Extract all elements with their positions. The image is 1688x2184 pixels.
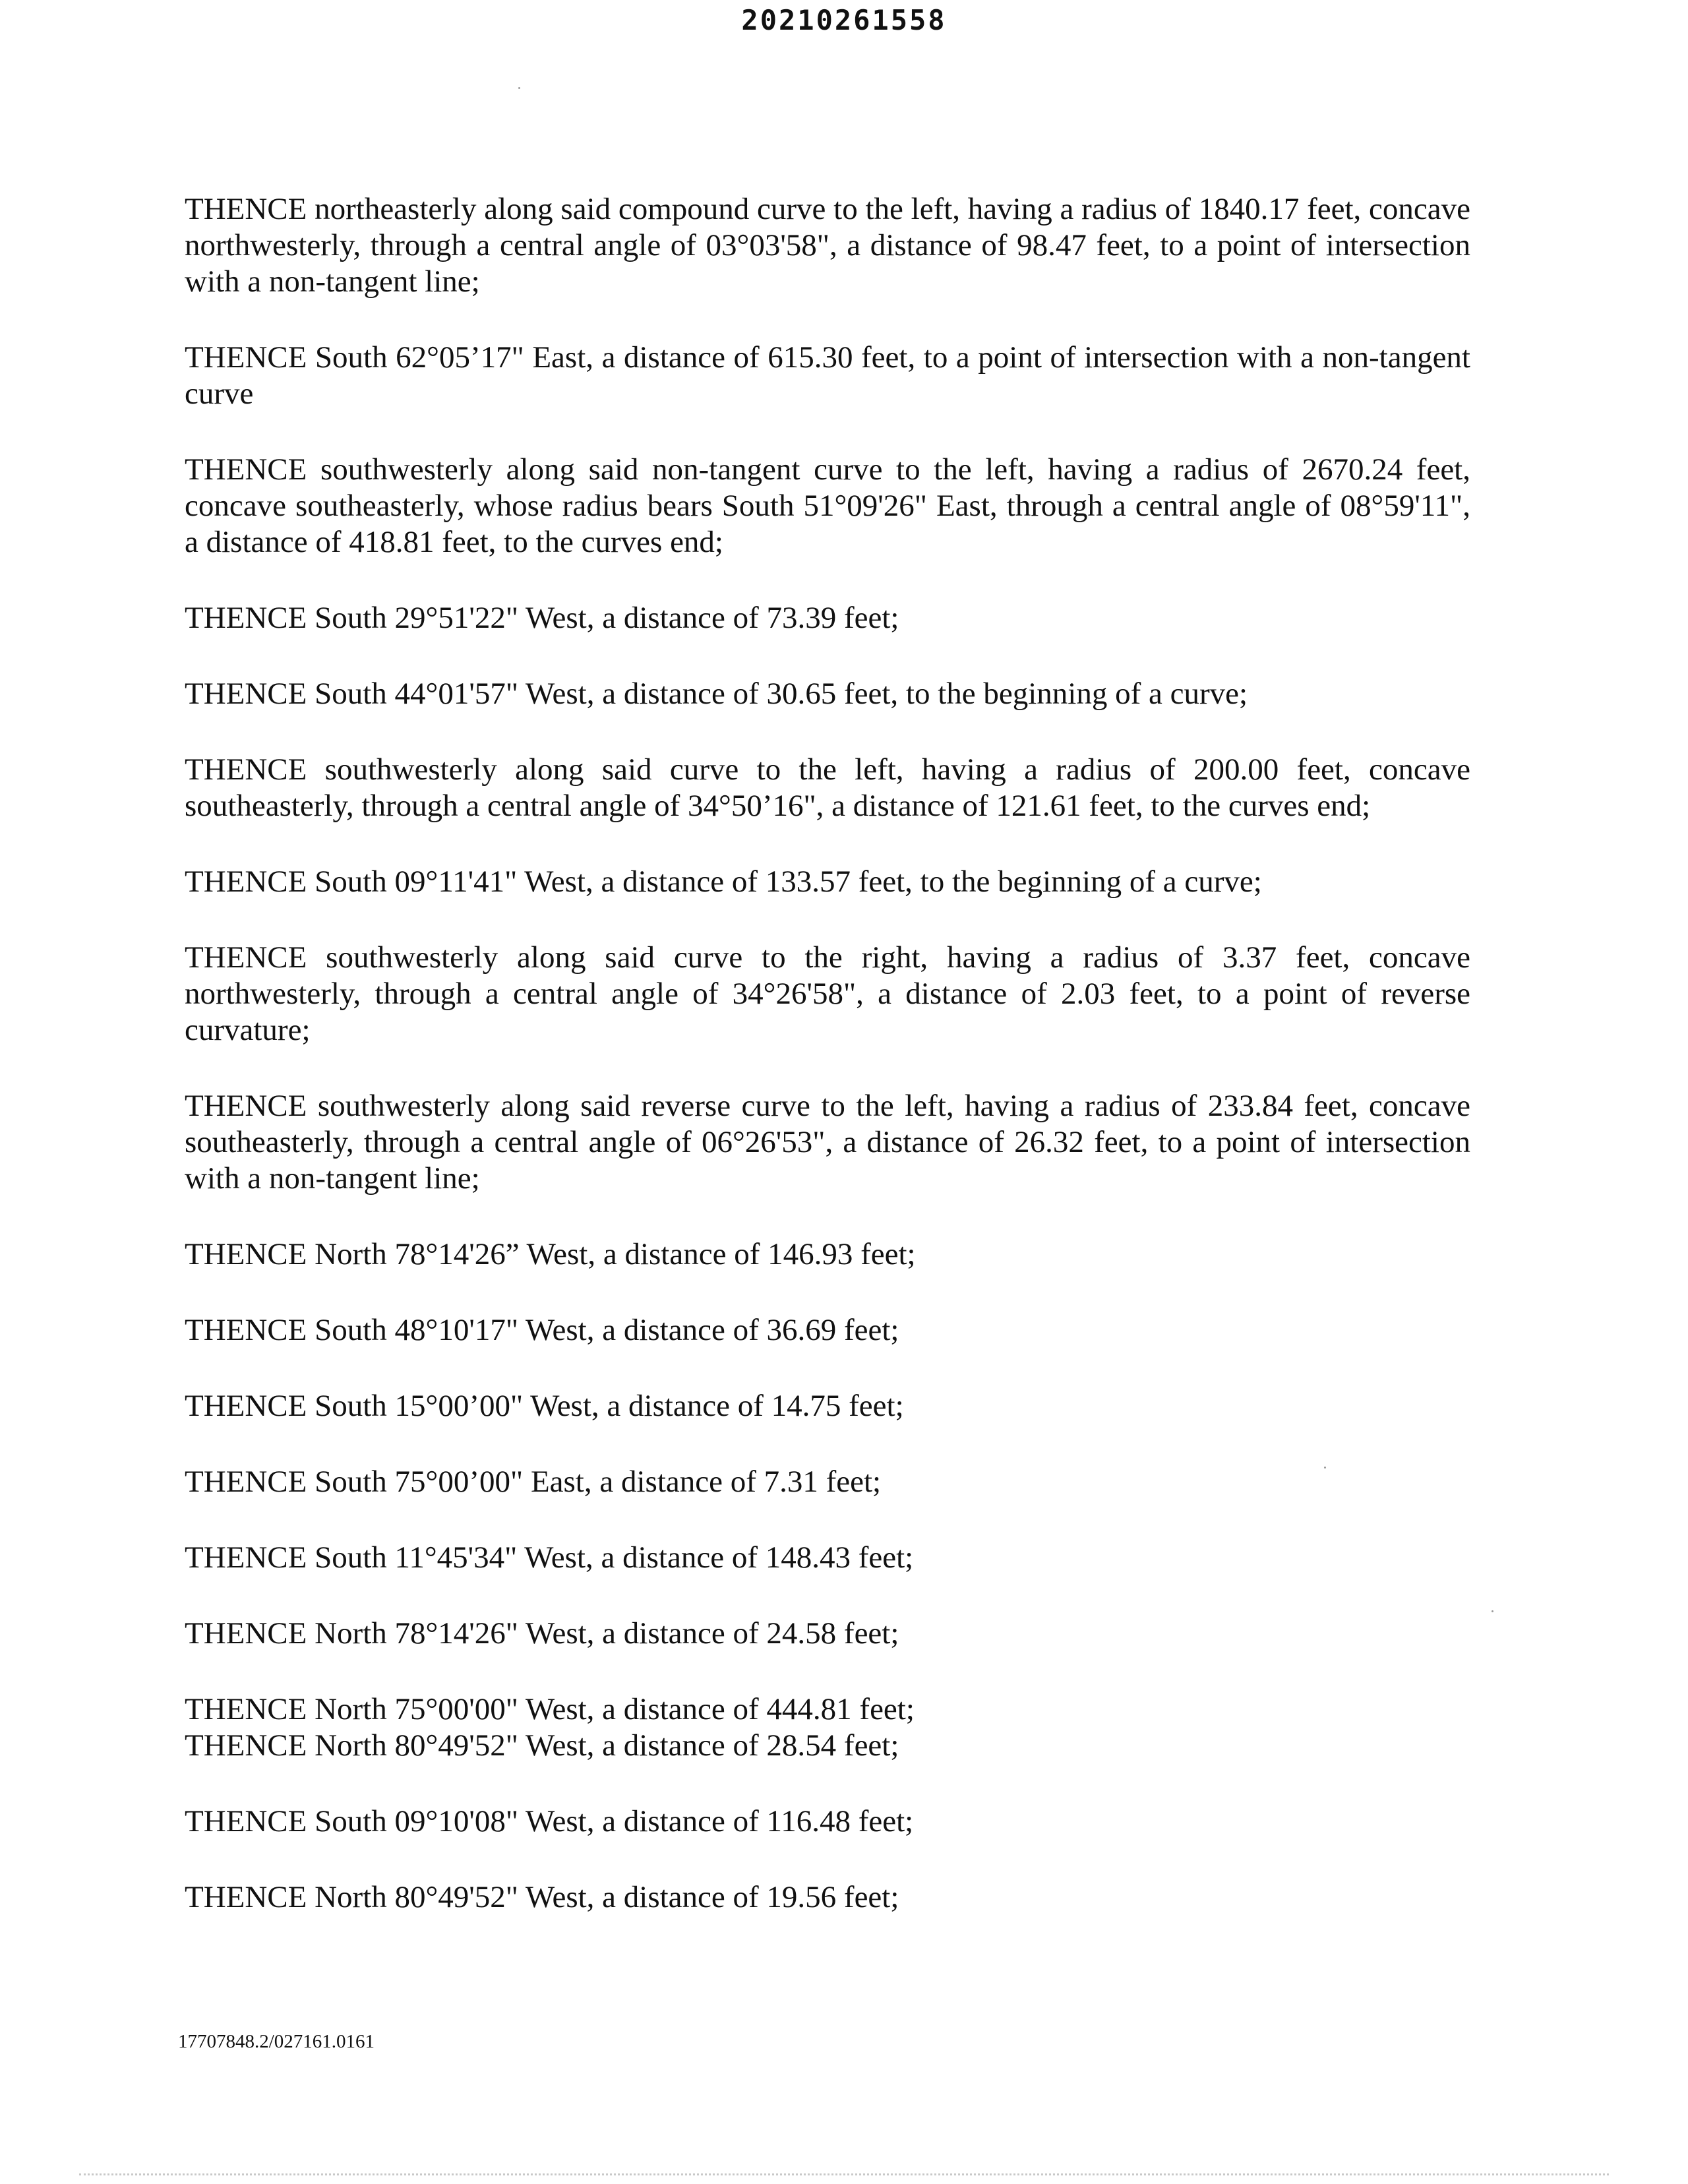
document-reference-number: 17707848.2/027161.0161 <box>178 2031 375 2052</box>
course-paragraph: THENCE North 80°49'52" West, a distance of 28.54 feet; <box>185 1728 899 1763</box>
course-paragraph: THENCE South 29°51'22" West, a distance of 73.39 feet; <box>185 601 899 635</box>
course-paragraph: THENCE South 11°45'34" West, a distance of 148.43 feet; <box>185 1540 914 1575</box>
scan-speck <box>518 87 520 89</box>
course-paragraph: THENCE South 09°11'41" West, a distance of 133.57 feet, to the beginning of a curve; <box>185 864 1262 899</box>
course-paragraph: THENCE South 15°00’00" West, a distance of 14.75 feet; <box>185 1389 904 1423</box>
course-paragraph: THENCE northeasterly along said compound curve to the left, having a radius of 1840.17 feet, concave northwesterly, through a central angle of 03°03'58", a distance of 98.47 feet, to a point of intersection with a non-tangent line; <box>185 192 1470 299</box>
document-number: 20210261558 <box>741 4 947 36</box>
course-paragraph: THENCE South 75°00’00" East, a distance of 7.31 feet; <box>185 1465 882 1499</box>
course-paragraph: THENCE North 75°00'00" West, a distance of 444.81 feet; <box>185 1692 915 1726</box>
course-paragraph: THENCE southwesterly along said non-tangent curve to the left, having a radius of 2670.24 feet, concave southeasterly, whose radius bears South 51°09'26" East, through a central angle of 08°59'11", a distance of 418.81 feet, to the curves end; <box>185 452 1470 559</box>
legal-description-body <box>185 191 1470 1955</box>
course-paragraph: THENCE North 80°49'52" West, a distance of 19.56 feet; <box>185 1880 899 1914</box>
course-paragraph: THENCE South 48°10'17" West, a distance of 36.69 feet; <box>185 1313 899 1347</box>
course-paragraph: THENCE southwesterly along said reverse curve to the left, having a radius of 233.84 feet, concave southeasterly, through a central angle of 06°26'53", a distance of 26.32 feet, to a point of intersection with a non-tangent line; <box>185 1089 1470 1196</box>
scan-speck <box>1324 1467 1326 1469</box>
course-paragraph: THENCE southwesterly along said curve to the left, having a radius of 200.00 feet, concave southeasterly, through a central angle of 34°50’16", a distance of 121.61 feet, to the curves end; <box>185 752 1470 823</box>
course-paragraph: THENCE South 09°10'08" West, a distance of 116.48 feet; <box>185 1804 914 1838</box>
course-paragraph: THENCE North 78°14'26” West, a distance of 146.93 feet; <box>185 1237 916 1271</box>
scan-speck <box>1492 1610 1493 1612</box>
course-paragraph: THENCE South 44°01'57" West, a distance of 30.65 feet, to the beginning of a curve; <box>185 677 1248 711</box>
course-paragraph: THENCE South 62°05’17" East, a distance of 615.30 feet, to a point of intersection with a non-tangent curve <box>185 340 1470 411</box>
scan-edge-artifact <box>79 2173 1609 2175</box>
course-paragraph: THENCE southwesterly along said curve to the right, having a radius of 3.37 feet, concave northwesterly, through a central angle of 34°26'58", a distance of 2.03 feet, to a point of reverse curvature; <box>185 940 1470 1047</box>
course-paragraph: THENCE North 78°14'26" West, a distance of 24.58 feet; <box>185 1616 899 1651</box>
